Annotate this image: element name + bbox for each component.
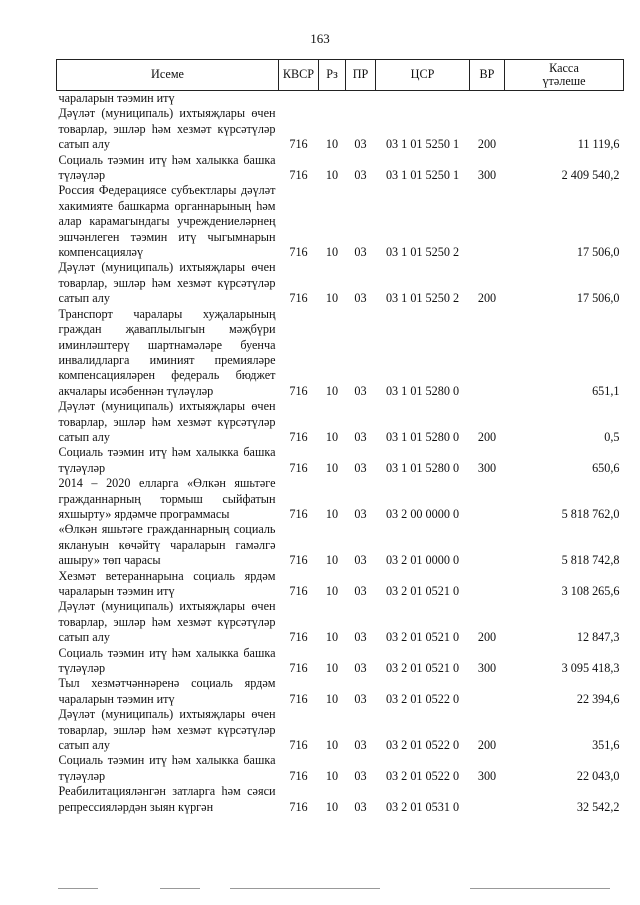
row-pr: 03 — [354, 661, 367, 676]
footer-rule — [470, 888, 610, 889]
row-rz: 10 — [325, 738, 339, 753]
row-pr: 03 — [354, 245, 367, 260]
row-kvsr: 716 — [289, 584, 308, 598]
row-rz: 10 — [325, 691, 339, 706]
row-name: Дәүләт (муниципаль) ихтыяҗлары өчен товарлар, эшләр һәм хезмәт күрсәтүләр сатып алу — [58, 399, 276, 444]
row-csr: 03 2 01 0521 0 — [385, 630, 460, 645]
row-amount: 32 542,2 — [576, 799, 620, 814]
col-header-kassa — [505, 60, 624, 91]
row-rz: 10 — [325, 168, 339, 183]
row-csr: 03 1 01 5280 0 — [385, 383, 460, 398]
row-csr: 03 2 00 0000 0 — [385, 506, 460, 521]
row-csr: 03 1 01 5280 0 — [385, 429, 460, 444]
table-row — [57, 260, 624, 306]
row-rz — [319, 91, 346, 107]
table-body — [57, 91, 624, 816]
row-amount: 17 506,0 — [576, 291, 620, 306]
row-vr — [470, 569, 505, 600]
row-amount: 17 506,0 — [576, 245, 620, 260]
table-row — [57, 646, 624, 677]
row-kvsr: 716 — [289, 137, 308, 152]
row-pr: 03 — [354, 137, 367, 152]
table-row — [57, 784, 624, 815]
row-kvsr: 716 — [289, 799, 308, 814]
row-kvsr: 716 — [289, 661, 308, 676]
table-row — [57, 183, 624, 260]
row-vr — [470, 307, 505, 399]
row-rz: 10 — [325, 768, 339, 783]
row-amount: 351,6 — [592, 738, 620, 753]
row-amount — [505, 91, 624, 107]
row-vr — [470, 91, 505, 107]
table-row — [57, 753, 624, 784]
row-kvsr: 716 — [289, 691, 308, 706]
row-csr: 03 2 01 0521 0 — [385, 661, 460, 676]
row-csr: 03 1 01 5250 2 — [385, 245, 460, 260]
row-name: Реабилитацияләнгән затларга һәм сәяси репрессияләрдән зыян күргән — [58, 784, 276, 814]
table-row — [57, 522, 624, 568]
row-pr: 03 — [354, 383, 367, 398]
row-name: Социаль тәэмин итү һәм халыкка башка түләүләр — [58, 753, 276, 783]
row-vr: 300 — [477, 768, 497, 783]
row-rz: 10 — [325, 584, 339, 598]
col-header-pr: ПР — [346, 60, 376, 91]
row-amount: 0,5 — [604, 429, 620, 444]
row-csr: 03 2 01 0531 0 — [385, 799, 460, 814]
row-kvsr: 716 — [289, 291, 308, 306]
row-vr: 200 — [477, 738, 497, 753]
row-name: Дәүләт (муниципаль) ихтыяҗлары өчен товарлар, эшләр һәм хезмәт күрсәтүләр сатып алу — [58, 106, 276, 152]
row-rz: 10 — [325, 460, 339, 475]
row-amount: 12 847,3 — [576, 630, 620, 645]
row-rz: 10 — [325, 630, 339, 645]
row-csr — [376, 91, 470, 107]
col-header-kvsr: КВСР — [279, 60, 319, 91]
kassa-header-line2: үтәлеше — [542, 74, 586, 88]
table-row — [57, 399, 624, 445]
row-pr — [346, 91, 376, 107]
row-amount: 22 043,0 — [576, 768, 620, 783]
row-vr — [470, 522, 505, 568]
table-header-row — [57, 60, 624, 91]
row-rz: 10 — [325, 137, 339, 152]
row-amount: 3 108 265,6 — [561, 584, 620, 598]
row-kvsr: 716 — [289, 553, 308, 568]
row-amount: 22 394,6 — [576, 691, 620, 706]
row-name: Россия Федерациясе субъектлары дәүләт хакимияте башкарма органнарының һәм алар карамагындагы учреждениеләрнең эшчәнлеген тәэмин итү чыгымнарын компенсацияләү — [58, 183, 276, 260]
table-row — [57, 91, 624, 107]
row-name: Транспорт чаралары хуҗаларының граждан җаваплылыгын мәҗбүри иминләштерү шартнамәләре буенча инвалидларга иминият премияләре компенсацияләрен федераль бюджет акчалары исәбеннән түләүләр — [58, 306, 276, 398]
row-kvsr — [279, 91, 319, 107]
table-row — [57, 569, 624, 600]
row-vr: 200 — [477, 429, 497, 444]
row-csr: 03 2 01 0522 0 — [385, 768, 460, 783]
row-name: Тыл хезмәтчәннәренә социаль ярдәм чараларын тәэмин итү — [58, 676, 276, 706]
col-header-vr: ВР — [470, 60, 505, 91]
row-pr: 03 — [354, 429, 367, 444]
row-csr: 03 1 01 5250 2 — [385, 291, 460, 306]
row-pr: 03 — [354, 553, 367, 568]
row-vr — [470, 476, 505, 522]
row-name: чараларын тәэмин итү — [58, 91, 175, 105]
row-vr — [470, 676, 505, 707]
row-rz: 10 — [325, 383, 339, 398]
row-vr: 200 — [477, 630, 497, 645]
row-amount: 650,6 — [592, 460, 620, 475]
row-pr: 03 — [354, 506, 367, 521]
row-kvsr: 716 — [289, 506, 308, 521]
row-pr: 03 — [354, 630, 367, 645]
row-pr: 03 — [354, 168, 367, 183]
row-kvsr: 716 — [289, 630, 308, 645]
row-vr: 200 — [477, 291, 497, 306]
table-row — [57, 307, 624, 399]
table-row — [57, 153, 624, 184]
row-kvsr: 716 — [289, 460, 308, 475]
row-name: Социаль тәэмин итү һәм халыкка башка түләүләр — [58, 645, 276, 676]
table-row — [57, 599, 624, 645]
row-csr: 03 1 01 5280 0 — [385, 460, 460, 475]
budget-table — [56, 59, 624, 815]
row-kvsr: 716 — [289, 738, 308, 753]
row-kvsr: 716 — [289, 768, 308, 783]
row-name: 2014 – 2020 елларга «Өлкән яшьтәге гражданнарның тормыш сыйфатын яхшырту» ярдәмче программасы — [58, 476, 276, 521]
row-name: Дәүләт (муниципаль) ихтыяҗлары өчен товарлар, эшләр һәм хезмәт күрсәтүләр сатып алу — [58, 260, 276, 306]
row-kvsr: 716 — [289, 429, 308, 444]
row-kvsr: 716 — [289, 168, 308, 183]
row-pr: 03 — [354, 691, 367, 706]
row-name: Социаль тәэмин итү һәм халыкка башка түләүләр — [58, 445, 276, 475]
row-amount: 3 095 418,3 — [561, 661, 620, 676]
row-rz: 10 — [325, 799, 339, 814]
row-csr: 03 1 01 5250 1 — [385, 168, 460, 183]
row-vr: 300 — [477, 661, 497, 676]
row-csr: 03 2 01 0521 0 — [385, 584, 460, 598]
row-vr — [470, 183, 505, 260]
table-row — [57, 445, 624, 476]
table-row — [57, 106, 624, 152]
row-name: Дәүләт (муниципаль) ихтыяҗлары өчен товарлар, эшләр һәм хезмәт күрсәтүләр сатып алу — [58, 707, 276, 753]
page-number: 163 — [310, 31, 330, 46]
col-header-rz: Рз — [319, 60, 346, 91]
row-pr: 03 — [354, 738, 367, 753]
footer-rule — [58, 888, 98, 889]
row-vr: 200 — [477, 137, 497, 152]
kassa-header-line1: Касса — [549, 61, 579, 75]
col-header-csr: ЦСР — [376, 60, 470, 91]
row-rz: 10 — [325, 291, 339, 306]
footer-rule — [160, 888, 200, 889]
row-amount: 5 818 762,0 — [561, 506, 620, 521]
row-rz: 10 — [325, 429, 339, 444]
table-row — [57, 476, 624, 522]
row-pr: 03 — [354, 460, 367, 475]
row-vr — [470, 784, 505, 815]
footer-rule — [230, 888, 380, 889]
row-rz: 10 — [325, 661, 339, 676]
table-row — [57, 676, 624, 707]
row-csr: 03 2 01 0522 0 — [385, 691, 460, 706]
row-amount: 2 409 540,2 — [561, 168, 620, 183]
row-rz: 10 — [325, 553, 339, 568]
row-pr: 03 — [354, 291, 367, 306]
col-header-name: Исеме — [57, 60, 279, 91]
row-amount: 5 818 742,8 — [561, 553, 620, 568]
row-kvsr: 716 — [289, 245, 308, 260]
row-name: «Өлкән яшьтәге гражданнарның социаль яклануын көчәйтү чараларын гамәлгә ашыру» төп чарасы — [58, 522, 276, 568]
row-csr: 03 2 01 0522 0 — [385, 738, 460, 753]
row-csr: 03 2 01 0000 0 — [385, 553, 460, 568]
row-vr: 300 — [477, 460, 497, 475]
row-csr: 03 1 01 5250 1 — [385, 137, 460, 152]
row-pr: 03 — [354, 768, 367, 783]
row-vr: 300 — [477, 168, 497, 183]
row-name: Дәүләт (муниципаль) ихтыяҗлары өчен товарлар, эшләр һәм хезмәт күрсәтүләр сатып алу — [58, 599, 276, 645]
row-name: Социаль тәэмин итү һәм халыкка башка түләүләр — [58, 152, 276, 183]
row-amount: 11 119,6 — [577, 137, 620, 152]
row-amount: 651,1 — [592, 383, 620, 398]
row-rz: 10 — [325, 506, 339, 521]
table-row — [57, 707, 624, 753]
row-pr: 03 — [354, 799, 367, 814]
row-name: Хезмәт ветераннарына социаль ярдәм чараларын тәэмин итү — [58, 568, 276, 598]
row-kvsr: 716 — [289, 383, 308, 398]
row-pr: 03 — [354, 584, 367, 598]
row-rz: 10 — [325, 245, 339, 260]
